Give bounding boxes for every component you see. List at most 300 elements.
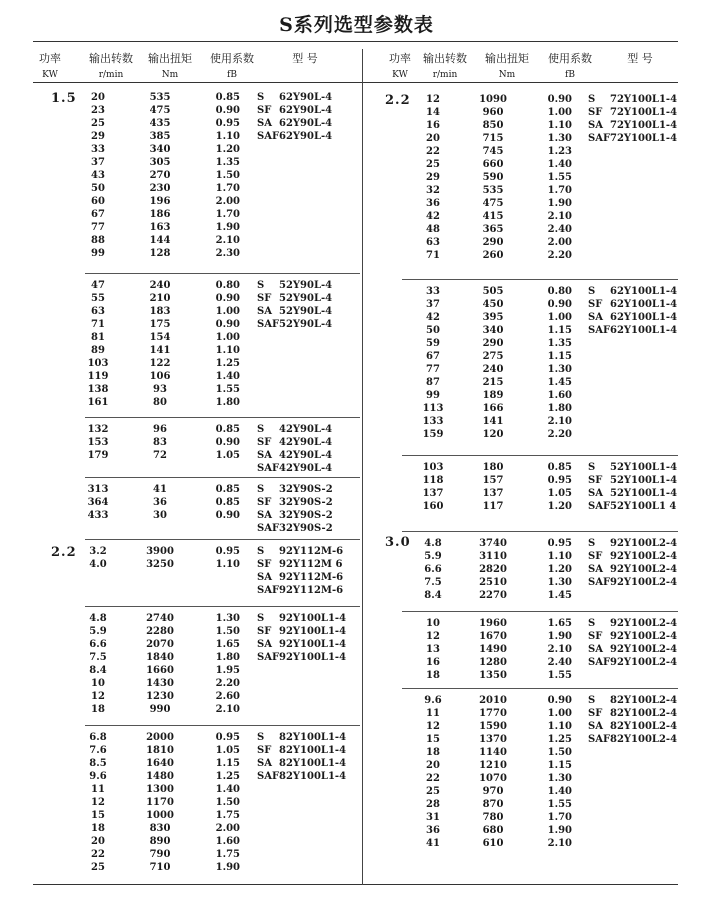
service-factor: 1.30 <box>547 133 572 144</box>
header-right-2 <box>477 50 537 80</box>
output-torque: 1000 <box>146 810 174 821</box>
model-code: 92Y100L2-4 <box>610 551 678 562</box>
service-factor: 2.00 <box>215 196 240 207</box>
output-speed: 12 <box>91 797 105 808</box>
model-prefix: SA <box>257 306 272 317</box>
output-speed: 160 <box>422 501 444 512</box>
model-code: 42Y90L-4 <box>279 463 333 474</box>
model-prefix: SAF <box>257 463 280 474</box>
output-torque: 189 <box>482 390 504 401</box>
model-code: 92Y100L1-4 <box>279 652 347 663</box>
service-factor: 2.30 <box>215 248 240 259</box>
output-speed: 11 <box>426 708 440 719</box>
output-torque: 122 <box>149 358 171 369</box>
output-speed: 4.0 <box>89 559 107 570</box>
output-speed: 87 <box>426 377 440 388</box>
output-speed: 42 <box>426 312 440 323</box>
output-torque: 1640 <box>146 758 174 769</box>
service-factor: 1.15 <box>547 760 572 771</box>
model-code: 82Y100L2-4 <box>610 734 678 745</box>
group-separator <box>85 273 360 274</box>
header-left-1 <box>81 50 141 80</box>
model-prefix: SF <box>588 107 603 118</box>
service-factor: 1.40 <box>215 784 240 795</box>
output-speed: 60 <box>91 196 105 207</box>
output-speed: 71 <box>426 250 440 261</box>
model-number <box>257 318 332 331</box>
model-code: 92Y100L1-4 <box>279 639 347 650</box>
header-label: 输出扭矩 <box>148 52 192 65</box>
model-prefix: SAF <box>257 585 280 596</box>
output-torque: 80 <box>153 397 167 408</box>
service-factor: 1.50 <box>547 747 572 758</box>
service-factor: 1.05 <box>547 488 572 499</box>
service-factor: 1.15 <box>215 758 240 769</box>
model-prefix: SAF <box>588 325 611 336</box>
top-rule <box>33 41 678 42</box>
output-torque: 790 <box>149 849 171 860</box>
model-code: 32Y90S-2 <box>279 523 333 534</box>
model-code: 92Y112M-6 <box>279 572 344 583</box>
service-factor: 2.40 <box>547 657 572 668</box>
model-number <box>257 612 346 625</box>
model-number <box>588 563 677 576</box>
output-torque: 157 <box>482 475 504 486</box>
output-torque: 166 <box>482 403 504 414</box>
service-factor: 1.30 <box>547 773 572 784</box>
service-factor: 1.90 <box>215 862 240 873</box>
model-code: 92Y100L2-4 <box>610 631 678 642</box>
service-factor: 2.10 <box>547 211 572 222</box>
output-torque: 1490 <box>479 644 507 655</box>
model-code: 72Y100L1-4 <box>610 94 678 105</box>
output-torque: 141 <box>149 345 171 356</box>
output-torque: 120 <box>482 429 504 440</box>
group-separator <box>85 539 360 540</box>
output-speed: 18 <box>91 823 105 834</box>
model-code: 62Y100L1-4 <box>610 286 678 297</box>
model-number <box>588 298 677 311</box>
model-prefix: SA <box>257 639 272 650</box>
model-prefix: SAF <box>257 652 280 663</box>
header-unit: KW <box>392 70 408 80</box>
service-factor: 0.90 <box>547 299 572 310</box>
model-number <box>257 436 332 449</box>
model-prefix: SA <box>257 450 272 461</box>
output-speed: 43 <box>91 170 105 181</box>
model-code: 82Y100L1-4 <box>279 758 347 769</box>
service-factor: 1.30 <box>215 613 240 624</box>
output-torque: 183 <box>149 306 171 317</box>
model-prefix: SF <box>588 551 603 562</box>
model-prefix: SF <box>257 437 272 448</box>
output-torque: 1660 <box>146 665 174 676</box>
output-speed: 7.5 <box>424 577 442 588</box>
output-torque: 270 <box>149 170 171 181</box>
header-unit: fB <box>565 70 575 80</box>
model-prefix: SAF <box>588 133 611 144</box>
output-speed: 59 <box>426 338 440 349</box>
service-factor: 1.00 <box>547 107 572 118</box>
service-factor: 1.55 <box>547 799 572 810</box>
output-torque: 137 <box>482 488 504 499</box>
model-code: 62Y100L1-4 <box>610 325 678 336</box>
output-torque: 2000 <box>146 732 174 743</box>
service-factor: 0.80 <box>215 280 240 291</box>
output-speed: 32 <box>426 185 440 196</box>
model-code: 42Y90L-4 <box>279 450 333 461</box>
model-prefix: S <box>588 94 596 105</box>
output-torque: 365 <box>482 224 504 235</box>
output-torque: 385 <box>149 131 171 142</box>
output-speed: 9.6 <box>89 771 107 782</box>
model-code: 82Y100L1-4 <box>279 771 347 782</box>
output-torque: 3110 <box>479 551 507 562</box>
header-right-1 <box>415 50 475 80</box>
model-code: 92Y100L2-4 <box>610 577 678 588</box>
output-torque: 93 <box>153 384 167 395</box>
output-speed: 20 <box>91 92 105 103</box>
model-number <box>257 449 332 462</box>
output-speed: 6.6 <box>89 639 107 650</box>
output-speed: 12 <box>426 721 440 732</box>
output-torque: 2270 <box>479 590 507 601</box>
output-torque: 990 <box>149 704 171 715</box>
model-prefix: SF <box>257 105 272 116</box>
model-prefix: SAF <box>257 319 280 330</box>
output-torque: 144 <box>149 235 171 246</box>
model-number <box>588 106 677 119</box>
model-number <box>588 537 677 550</box>
model-code: 52Y90L-4 <box>279 319 333 330</box>
service-factor: 0.85 <box>215 484 240 495</box>
service-factor: 1.70 <box>215 183 240 194</box>
service-factor: 1.25 <box>547 734 572 745</box>
model-prefix: S <box>588 695 596 706</box>
model-prefix: SA <box>588 120 603 131</box>
model-code: 92Y112M 6 <box>279 559 343 570</box>
output-speed: 16 <box>426 120 440 131</box>
output-speed: 71 <box>91 319 105 330</box>
model-code: 92Y100L2-4 <box>610 618 678 629</box>
output-torque: 1300 <box>146 784 174 795</box>
service-factor: 1.10 <box>547 120 572 131</box>
model-number <box>588 487 677 500</box>
output-torque: 850 <box>482 120 504 131</box>
model-code: 62Y100L1-4 <box>610 312 678 323</box>
service-factor: 1.70 <box>547 185 572 196</box>
output-torque: 210 <box>149 293 171 304</box>
output-speed: 22 <box>426 146 440 157</box>
service-factor: 1.55 <box>547 172 572 183</box>
output-speed: 42 <box>426 211 440 222</box>
service-factor: 1.40 <box>215 371 240 382</box>
output-speed: 22 <box>426 773 440 784</box>
header-left-0 <box>20 50 80 80</box>
output-speed: 41 <box>426 838 440 849</box>
output-speed: 8.4 <box>424 590 442 601</box>
model-prefix: SA <box>588 488 603 499</box>
output-speed: 25 <box>426 786 440 797</box>
model-number <box>588 720 677 733</box>
output-speed: 18 <box>91 704 105 715</box>
model-code: 62Y100L1-4 <box>610 299 678 310</box>
service-factor: 0.90 <box>215 105 240 116</box>
column-divider <box>362 49 363 885</box>
service-factor: 1.80 <box>547 403 572 414</box>
model-prefix: SAF <box>257 131 280 142</box>
model-number <box>257 305 332 318</box>
model-prefix: SA <box>588 312 603 323</box>
output-speed: 103 <box>422 462 444 473</box>
output-torque: 970 <box>482 786 504 797</box>
output-speed: 67 <box>91 209 105 220</box>
output-torque: 275 <box>482 351 504 362</box>
output-speed: 137 <box>422 488 444 499</box>
output-speed: 99 <box>91 248 105 259</box>
service-factor: 1.05 <box>215 450 240 461</box>
model-code: 92Y100L1-4 <box>279 613 347 624</box>
model-prefix: S <box>588 538 596 549</box>
model-code: 52Y90L-4 <box>279 306 333 317</box>
output-speed: 7.6 <box>89 745 107 756</box>
output-torque: 1280 <box>479 657 507 668</box>
output-torque: 2740 <box>146 613 174 624</box>
model-number <box>257 625 346 638</box>
output-torque: 41 <box>153 484 167 495</box>
output-torque: 2010 <box>479 695 507 706</box>
group-separator <box>402 611 678 612</box>
output-speed: 20 <box>426 133 440 144</box>
output-torque: 890 <box>149 836 171 847</box>
model-prefix: S <box>257 92 265 103</box>
service-factor: 0.90 <box>215 437 240 448</box>
service-factor: 1.50 <box>215 170 240 181</box>
output-speed: 113 <box>422 403 444 414</box>
model-number <box>588 474 677 487</box>
output-speed: 15 <box>426 734 440 745</box>
header-label: 功率 <box>389 52 411 65</box>
output-torque: 36 <box>153 497 167 508</box>
model-prefix: S <box>257 546 265 557</box>
model-prefix: SA <box>257 118 272 129</box>
output-speed: 37 <box>426 299 440 310</box>
service-factor: 1.55 <box>547 670 572 681</box>
service-factor: 1.23 <box>547 146 572 157</box>
service-factor: 1.90 <box>547 198 572 209</box>
output-speed: 33 <box>91 144 105 155</box>
output-torque: 230 <box>149 183 171 194</box>
output-torque: 128 <box>149 248 171 259</box>
output-speed: 22 <box>91 849 105 860</box>
output-torque: 215 <box>482 377 504 388</box>
model-prefix: SA <box>588 721 603 732</box>
model-number <box>257 770 346 783</box>
service-factor: 1.50 <box>215 797 240 808</box>
model-number <box>588 461 677 474</box>
output-torque: 3250 <box>146 559 174 570</box>
output-torque: 290 <box>482 237 504 248</box>
header-left-2 <box>140 50 200 80</box>
output-torque: 505 <box>482 286 504 297</box>
model-number <box>257 292 332 305</box>
output-torque: 660 <box>482 159 504 170</box>
service-factor: 1.10 <box>215 559 240 570</box>
service-factor: 1.10 <box>547 551 572 562</box>
model-code: 72Y100L1-4 <box>610 120 678 131</box>
model-number <box>257 757 346 770</box>
service-factor: 1.70 <box>547 812 572 823</box>
service-factor: 1.25 <box>215 358 240 369</box>
power-kw-label: 2.2 <box>51 545 77 560</box>
output-torque: 96 <box>153 424 167 435</box>
model-number <box>257 584 343 597</box>
output-torque: 1590 <box>479 721 507 732</box>
output-speed: 67 <box>426 351 440 362</box>
output-speed: 6.6 <box>424 564 442 575</box>
model-number <box>257 423 332 436</box>
service-factor: 1.00 <box>215 332 240 343</box>
model-code: 82Y100L1-4 <box>279 732 347 743</box>
output-speed: 3.2 <box>89 546 107 557</box>
output-torque: 475 <box>482 198 504 209</box>
model-prefix: SF <box>588 299 603 310</box>
model-number <box>257 571 343 584</box>
model-code: 42Y90L-4 <box>279 437 333 448</box>
model-prefix: S <box>257 613 265 624</box>
model-number <box>588 694 677 707</box>
model-code: 62Y90L-4 <box>279 105 333 116</box>
output-torque: 830 <box>149 823 171 834</box>
output-speed: 20 <box>426 760 440 771</box>
output-torque: 30 <box>153 510 167 521</box>
model-number <box>257 130 332 143</box>
output-speed: 4.8 <box>424 538 442 549</box>
service-factor: 1.20 <box>547 501 572 512</box>
output-torque: 106 <box>149 371 171 382</box>
model-code: 32Y90S-2 <box>279 484 333 495</box>
header-unit: r/min <box>98 70 124 80</box>
output-torque: 535 <box>482 185 504 196</box>
header-right-3 <box>540 50 600 80</box>
output-torque: 117 <box>482 501 504 512</box>
service-factor: 0.85 <box>215 92 240 103</box>
output-speed: 50 <box>426 325 440 336</box>
output-speed: 33 <box>426 286 440 297</box>
service-factor: 1.90 <box>215 222 240 233</box>
model-number <box>257 91 332 104</box>
output-torque: 870 <box>482 799 504 810</box>
output-torque: 1430 <box>146 678 174 689</box>
service-factor: 1.40 <box>547 786 572 797</box>
output-torque: 395 <box>482 312 504 323</box>
output-torque: 240 <box>482 364 504 375</box>
model-number <box>588 132 677 145</box>
header-unit: r/min <box>432 70 458 80</box>
service-factor: 1.65 <box>215 639 240 650</box>
service-factor: 1.20 <box>215 144 240 155</box>
power-kw-label: 1.5 <box>51 91 77 106</box>
output-torque: 1070 <box>479 773 507 784</box>
output-speed: 29 <box>91 131 105 142</box>
output-speed: 364 <box>87 497 109 508</box>
output-torque: 3900 <box>146 546 174 557</box>
model-prefix: SAF <box>588 657 611 668</box>
service-factor: 1.25 <box>215 771 240 782</box>
model-code: 82Y100L1-4 <box>279 745 347 756</box>
output-torque: 710 <box>149 862 171 873</box>
bottom-rule <box>33 884 678 885</box>
service-factor: 1.70 <box>215 209 240 220</box>
model-prefix: SAF <box>588 577 611 588</box>
output-torque: 240 <box>149 280 171 291</box>
model-prefix: SF <box>588 631 603 642</box>
service-factor: 0.90 <box>215 319 240 330</box>
output-torque: 2820 <box>479 564 507 575</box>
output-speed: 28 <box>426 799 440 810</box>
output-speed: 4.8 <box>89 613 107 624</box>
header-right-4 <box>610 50 670 70</box>
service-factor: 2.20 <box>547 429 572 440</box>
output-speed: 313 <box>87 484 109 495</box>
output-speed: 47 <box>91 280 105 291</box>
output-torque: 72 <box>153 450 167 461</box>
model-number <box>588 324 677 337</box>
output-torque: 680 <box>482 825 504 836</box>
model-number <box>257 483 333 496</box>
output-torque: 1840 <box>146 652 174 663</box>
service-factor: 1.20 <box>547 564 572 575</box>
model-number <box>257 731 346 744</box>
header-rule <box>33 82 678 83</box>
output-torque: 175 <box>149 319 171 330</box>
model-prefix: SF <box>588 708 603 719</box>
output-speed: 11 <box>91 784 105 795</box>
model-number <box>588 93 677 106</box>
service-factor: 2.20 <box>547 250 572 261</box>
model-prefix: SF <box>257 497 272 508</box>
table-title: S系列选型参数表 <box>279 14 434 36</box>
model-code: 92Y100L2-4 <box>610 564 678 575</box>
model-number <box>257 651 346 664</box>
output-torque: 180 <box>482 462 504 473</box>
power-kw-label: 3.0 <box>385 535 411 550</box>
service-factor: 1.15 <box>547 325 572 336</box>
service-factor: 0.90 <box>215 510 240 521</box>
header-label: 型 号 <box>627 52 653 65</box>
service-factor: 0.90 <box>215 293 240 304</box>
output-speed: 119 <box>87 371 109 382</box>
header-label: 使用系数 <box>548 52 592 65</box>
model-code: 62Y90L-4 <box>279 92 333 103</box>
model-prefix: S <box>257 484 265 495</box>
service-factor: 2.20 <box>215 678 240 689</box>
header-unit: fB <box>227 70 237 80</box>
output-speed: 8.4 <box>89 665 107 676</box>
model-code: 72Y100L1-4 <box>610 133 678 144</box>
service-factor: 1.90 <box>547 825 572 836</box>
output-speed: 18 <box>426 670 440 681</box>
model-prefix: S <box>588 462 596 473</box>
output-torque: 1960 <box>479 618 507 629</box>
power-kw-label: 2.2 <box>385 93 411 108</box>
header-label: 输出转数 <box>89 52 133 65</box>
service-factor: 0.90 <box>547 94 572 105</box>
output-speed: 7.5 <box>89 652 107 663</box>
service-factor: 1.00 <box>547 312 572 323</box>
output-speed: 103 <box>87 358 109 369</box>
service-factor: 1.30 <box>547 577 572 588</box>
